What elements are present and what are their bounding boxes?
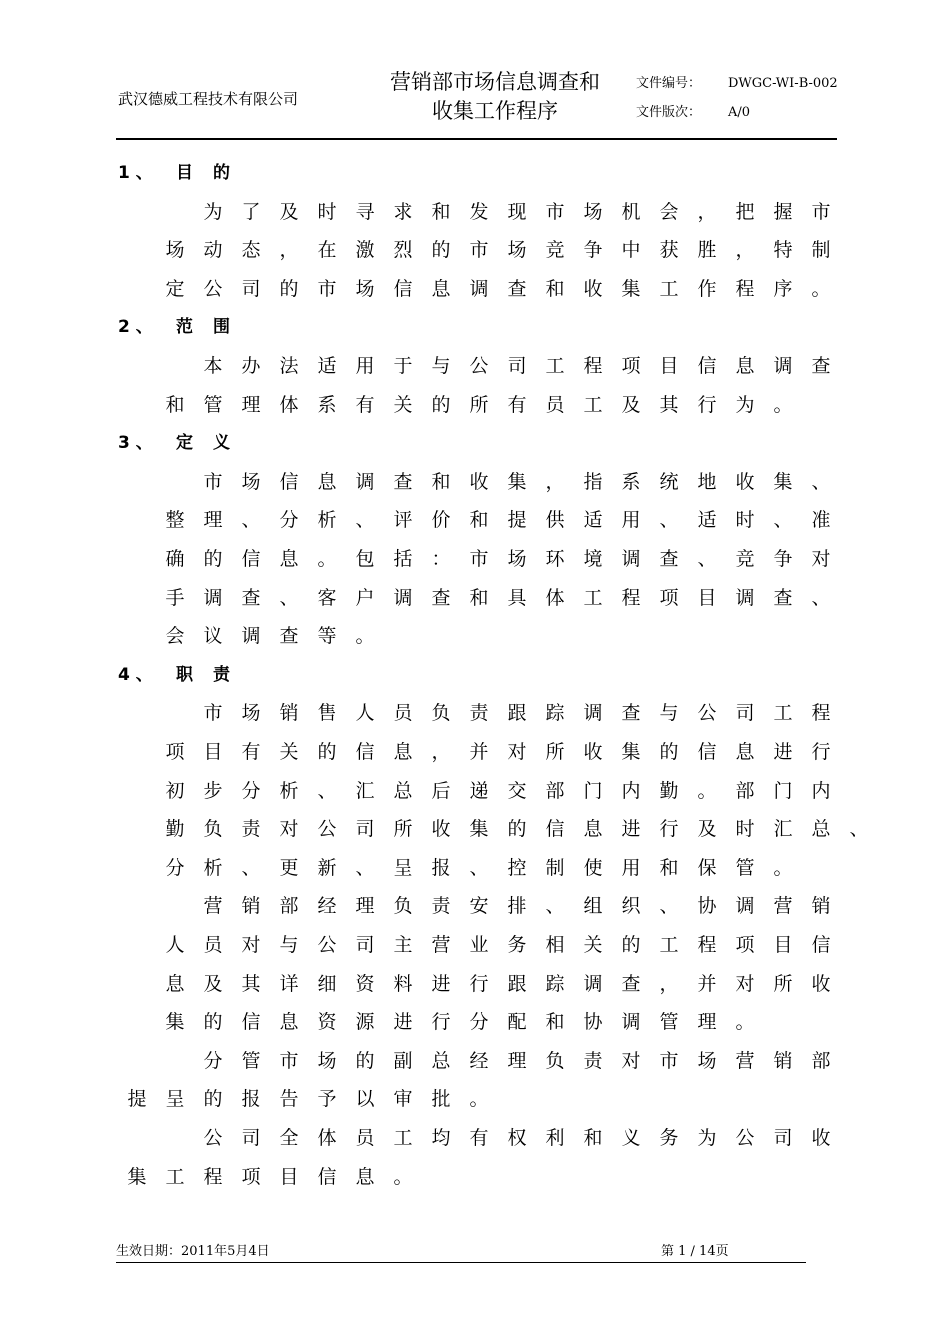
document-title	[360, 68, 630, 126]
section-number: 3 、	[118, 433, 153, 454]
doc-number-value: DWGC-WI-B-002	[728, 76, 838, 91]
section-title: 定义	[176, 433, 250, 454]
title-line-1: 营销部市场信息调查和	[390, 70, 600, 94]
doc-number-row	[636, 72, 838, 91]
effective-date: 生效日期：2011年5月4日	[116, 1244, 270, 1259]
section-title: 目的	[176, 163, 250, 183]
header-divider	[116, 138, 837, 140]
paragraph-line: 市 场 销 售 人 员 负 责 跟 踪 调 查 与 公 司 工 程	[203, 702, 831, 725]
paragraph-line: 和 管 理 体 系 有 关 的 所 有 员 工 及 其 行 为 。	[165, 393, 793, 416]
paragraph-line: 手 调 查 、 客 户 调 查 和 具 体 工 程 项 目 调 查 、	[165, 586, 831, 609]
section-title: 范围	[176, 317, 250, 338]
version-row	[636, 101, 750, 120]
page-number: 第 1 / 14页	[661, 1244, 729, 1259]
paragraph-line: 分 管 市 场 的 副 总 经 理 负 责 对 市 场 营 销 部	[203, 1049, 831, 1072]
header-company: 武汉德威工程技术有限公司	[118, 90, 299, 108]
paragraph-line: 项 目 有 关 的 信 息 ， 并 对 所 收 集 的 信 息 进 行	[165, 741, 831, 763]
paragraph-line: 整 理 、 分 析 、 评 价 和 提 供 适 用 、 适 时 、 准	[165, 509, 831, 532]
section-heading	[118, 428, 250, 453]
section-title: 职责	[176, 664, 250, 685]
section-heading	[118, 660, 250, 685]
paragraph-line: 人 员 对 与 公 司 主 营 业 务 相 关 的 工 程 项 目 信	[165, 934, 831, 956]
paragraph-line: 为 了 及 时 寻 求 和 发 现 市 场 机 会 ， 把 握 市	[203, 200, 831, 223]
doc-number-label: 文件编号：	[636, 76, 702, 91]
paragraph-line: 本 办 法 适 用 于 与 公 司 工 程 项 目 信 息 调 查	[203, 355, 831, 377]
section-number: 1 、	[118, 163, 153, 183]
paragraph-line: 集 的 信 息 资 源 进 行 分 配 和 协 调 管 理 。	[165, 1011, 755, 1034]
paragraph-line: 营 销 部 经 理 负 责 安 排 、 组 织 、 协 调 营 销	[203, 895, 831, 918]
version-label: 文件版次：	[636, 105, 702, 120]
page-footer	[116, 1240, 806, 1263]
version-value: A/0	[728, 105, 751, 120]
section-number: 2 、	[118, 317, 153, 338]
paragraph-line: 公 司 全 体 员 工 均 有 权 利 和 义 务 为 公 司 收	[203, 1127, 831, 1149]
paragraph-line: 会 议 调 查 等 。	[165, 625, 375, 648]
section-heading	[118, 158, 250, 183]
section-number: 4 、	[118, 664, 153, 685]
paragraph-line: 确 的 信 息 。 包 括 ： 市 场 环 境 调 查 、 竞 争 对	[165, 548, 831, 570]
section-heading	[118, 312, 250, 337]
paragraph-line: 初 步 分 析 、 汇 总 后 递 交 部 门 内 勤 。 部 门 内	[165, 779, 831, 802]
paragraph-line: 息 及 其 详 细 资 料 进 行 跟 踪 调 查 ， 并 对 所 收	[165, 972, 831, 995]
paragraph-line: 定 公 司 的 市 场 信 息 调 查 和 收 集 工 作 程 序 。	[165, 277, 831, 300]
title-line-2: 收集工作程序	[432, 99, 558, 123]
paragraph-line: 勤 负 责 对 公 司 所 收 集 的 信 息 进 行 及 时 汇 总 、	[165, 818, 869, 841]
paragraph-line: 市 场 信 息 调 查 和 收 集 ， 指 系 统 地 收 集 、	[203, 470, 831, 493]
paragraph-line: 提 呈 的 报 告 予 以 审 批 。	[127, 1088, 489, 1111]
paragraph-line: 分 析 、 更 新 、 呈 报 、 控 制 使 用 和 保 管 。	[165, 856, 793, 879]
paragraph-line: 集 工 程 项 目 信 息 。	[127, 1165, 413, 1188]
paragraph-line: 场 动 态 ， 在 激 烈 的 市 场 竞 争 中 获 胜 ， 特 制	[165, 239, 831, 262]
